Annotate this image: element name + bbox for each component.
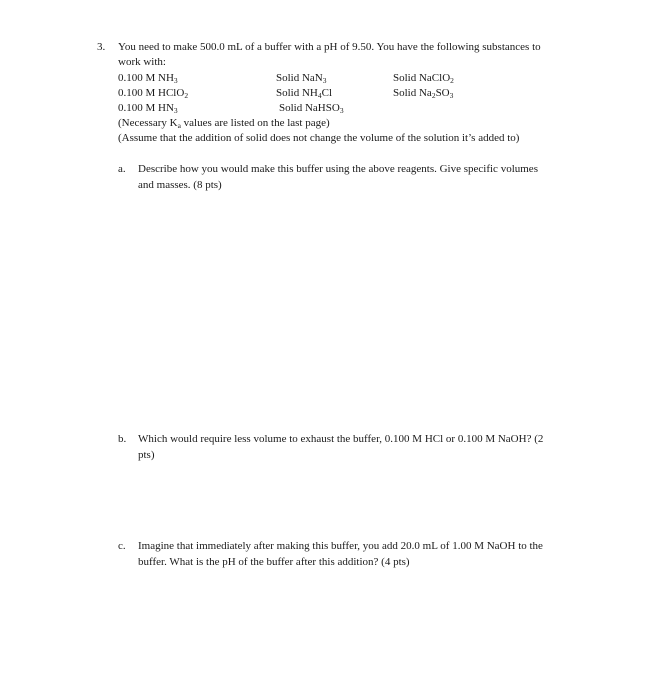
question-intro-line2: work with: (118, 56, 166, 68)
part-c-letter: c. (118, 540, 126, 552)
question-number: 3. (97, 41, 106, 53)
part-b-line2: pts) (138, 449, 155, 461)
part-c-line1: Imagine that immediately after making this buffer, you add 20.0 mL of 1.00 M NaOH to the (138, 540, 543, 552)
note-assume-volume: (Assume that the addition of solid does not change the volume of the solution it’s added to) (118, 132, 520, 144)
part-b-letter: b. (118, 433, 127, 445)
part-c-line2: buffer. What is the pH of the buffer after this addition? (4 pts) (138, 556, 410, 568)
reagent-nahso3: Solid NaHSO$_3$ (279, 102, 344, 115)
reagent-naclo2: Solid NaClO$_2$ (393, 72, 454, 85)
reagent-hn3: 0.100 M $HN_3$ (118, 102, 178, 115)
reagent-hclo2: 0.100 M HClO$_2$ (118, 87, 189, 100)
part-b-line1: Which would require less volume to exhaust the buffer, 0.100 M HCl or 0.100 M NaOH? (2 (138, 433, 544, 445)
question-intro-line1: You need to make 500.0 mL of a buffer with a pH of 9.50. You have the following substances to (118, 41, 541, 53)
reagent-nh4cl: Solid $NH_4Cl$ (276, 87, 333, 100)
part-a-line2: and masses. (8 pts) (138, 179, 222, 191)
reagent-nan3: Solid NaN$_3$ (276, 72, 327, 85)
reagent-na2so3: Solid $Na_2SO_3$ (393, 87, 454, 100)
part-a-line1: Describe how you would make this buffer using the above reagents. Give specific volumes (138, 163, 538, 175)
note-ka-values: (Necessary $K_a$ values are listed on the last page) (118, 117, 330, 130)
reagent-nh3: 0.100 M $NH_3$ (118, 72, 178, 85)
part-a-letter: a. (118, 163, 126, 175)
